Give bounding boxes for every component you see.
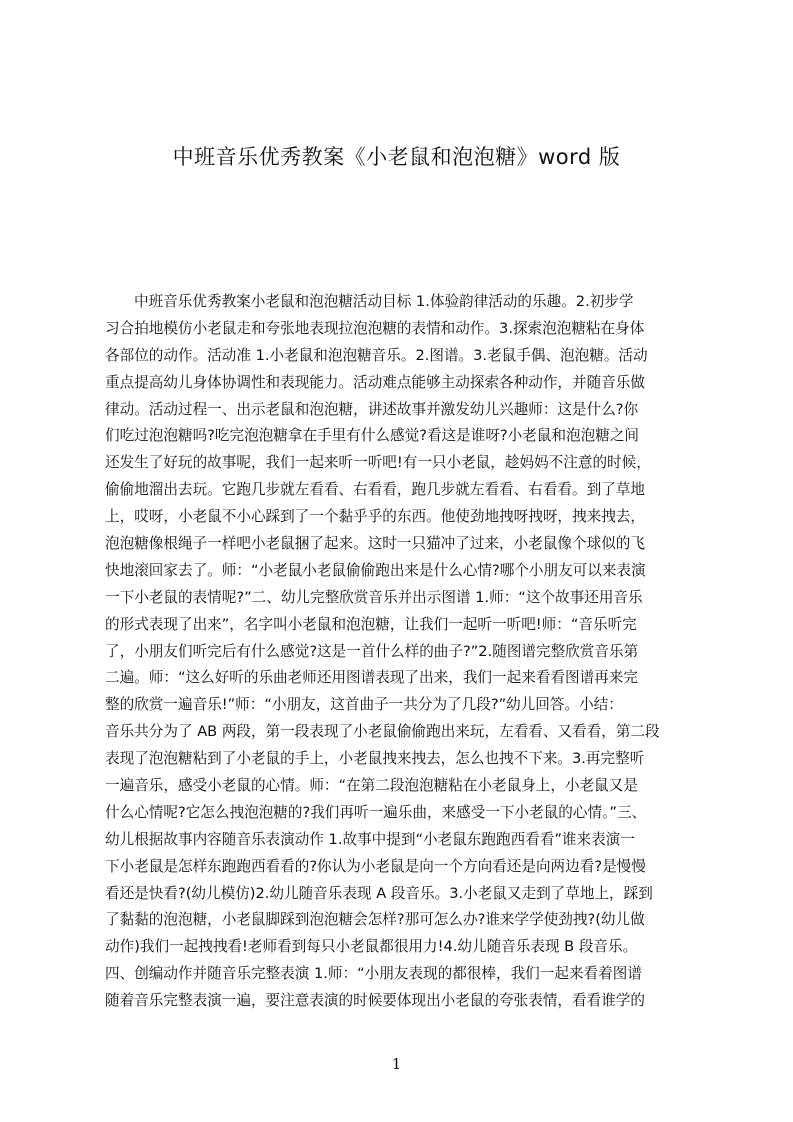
text-line: 二遍。师：“这么好听的乐曲老师还用图谱表现了出来，我们一起来看看图谱再来完 [105, 669, 638, 687]
body-paragraph [105, 289, 697, 1015]
text-line: 快地滚回家去了。师：“小老鼠小老鼠偷偷跑出来是什么心情?哪个小朋友可以来表演 [105, 561, 646, 579]
text-line: 中班音乐优秀教案小老鼠和泡泡糖活动目标 1.体验韵律活动的乐趣。2.初步学 [134, 293, 634, 310]
text-line: 看还是快看?(幼儿模仿)2.幼儿随音乐表现 A 段音乐。3.小老鼠又走到了草地上，踩到 [105, 884, 653, 902]
text-line: 各部位的动作。活动准 1.小老鼠和泡泡糖音乐。2.图谱。3.老鼠手偶、泡泡糖。活动 [105, 346, 648, 364]
text-line: 还发生了好玩的故事呢，我们一起来听一听吧!有一只小老鼠，趁妈妈不注意的时候， [105, 454, 651, 472]
text-line: 一遍音乐，感受小老鼠的心情。师：“在第二段泡泡糖粘在小老鼠身上，小老鼠又是 [105, 777, 638, 795]
text-line: 了，小朋友们听完后有什么感觉?这是一首什么样的曲子?”2.随图谱完整欣赏音乐第 [105, 642, 639, 660]
text-line: 偷偷地溜出去玩。它跑几步就左看看、右看看，跑几步就左看看、右看看。到了草地 [105, 481, 645, 499]
text-line: 重点提高幼儿身体协调性和表现能力。活动难点能够主动探索各种动作，并随音乐做 [105, 373, 645, 391]
text-line: 下小老鼠是怎样东跑跑西看看的?你认为小老鼠是向一个方向看还是向两边看?是慢慢 [105, 857, 646, 875]
text-line: 幼儿根据故事内容随音乐表演动作 1.故事中提到“小老鼠东跑跑西看看”谁来表演一 [105, 830, 635, 848]
text-line: 的形式表现了出来”，名字叫小老鼠和泡泡糖，让我们一起听一听吧!师：“音乐听完 [105, 615, 637, 633]
text-line: 一下小老鼠的表情呢?”二、幼儿完整欣赏音乐并出示图谱 1.师：“这个故事还用音乐 [105, 588, 643, 606]
text-line: 习合拍地模仿小老鼠走和夸张地表现拉泡泡糖的表情和动作。3.探索泡泡糖粘在身体 [105, 319, 645, 337]
text-line: 随着音乐完整表演一遍，要注意表演的时候要体现出小老鼠的夸张表情，看看谁学的 [105, 992, 645, 1010]
text-line: 音乐共分为了 AB 两段，第一段表现了小老鼠偷偷跑出来玩，左看看、又看看，第二段 [105, 723, 660, 741]
text-line: 们吃过泡泡糖吗?吃完泡泡糖拿在手里有什么感觉?看这是谁呀?小老鼠和泡泡糖之间 [105, 427, 640, 445]
page-number: 1 [391, 1055, 402, 1073]
text-line: 四、创编动作并随音乐完整表演 1.师：“小朋友表现的都很棒，我们一起来看着图谱 [105, 965, 642, 983]
text-line: 什么心情呢?它怎么拽泡泡糖的?我们再听一遍乐曲，来感受一下小老鼠的心情。”三、 [105, 803, 647, 821]
text-line: 整的欣赏一遍音乐!”师：“小朋友，这首曲子一共分为了几段?”幼儿回答。小结： [105, 696, 623, 714]
text-line: 上，哎呀，小老鼠不小心踩到了一个黏乎乎的东西。他使劲地拽呀拽呀，拽来拽去， [105, 508, 645, 526]
text-line: 泡泡糖像根绳子一样吧小老鼠捆了起来。这时一只猫冲了过来，小老鼠像个球似的飞 [105, 535, 645, 553]
text-line: 律动。活动过程一、出示老鼠和泡泡糖，讲述故事并激发幼儿兴趣师：这是什么?你 [105, 400, 639, 418]
text-line: 表现了泡泡糖粘到了小老鼠的手上，小老鼠拽来拽去，怎么也拽不下来。3.再完整听 [105, 750, 645, 768]
text-line: 了黏黏的泡泡糖，小老鼠脚踩到泡泡糖会怎样?那可怎么办?谁来学学使劲拽?(幼儿做 [105, 911, 645, 929]
text-line: 动作)我们一起拽拽看!老师看到每只小老鼠都很用力!4.幼儿随音乐表现 B 段音乐。 [105, 938, 638, 956]
document-title: 中班音乐优秀教案《小老鼠和泡泡糖》word 版 [172, 145, 621, 169]
